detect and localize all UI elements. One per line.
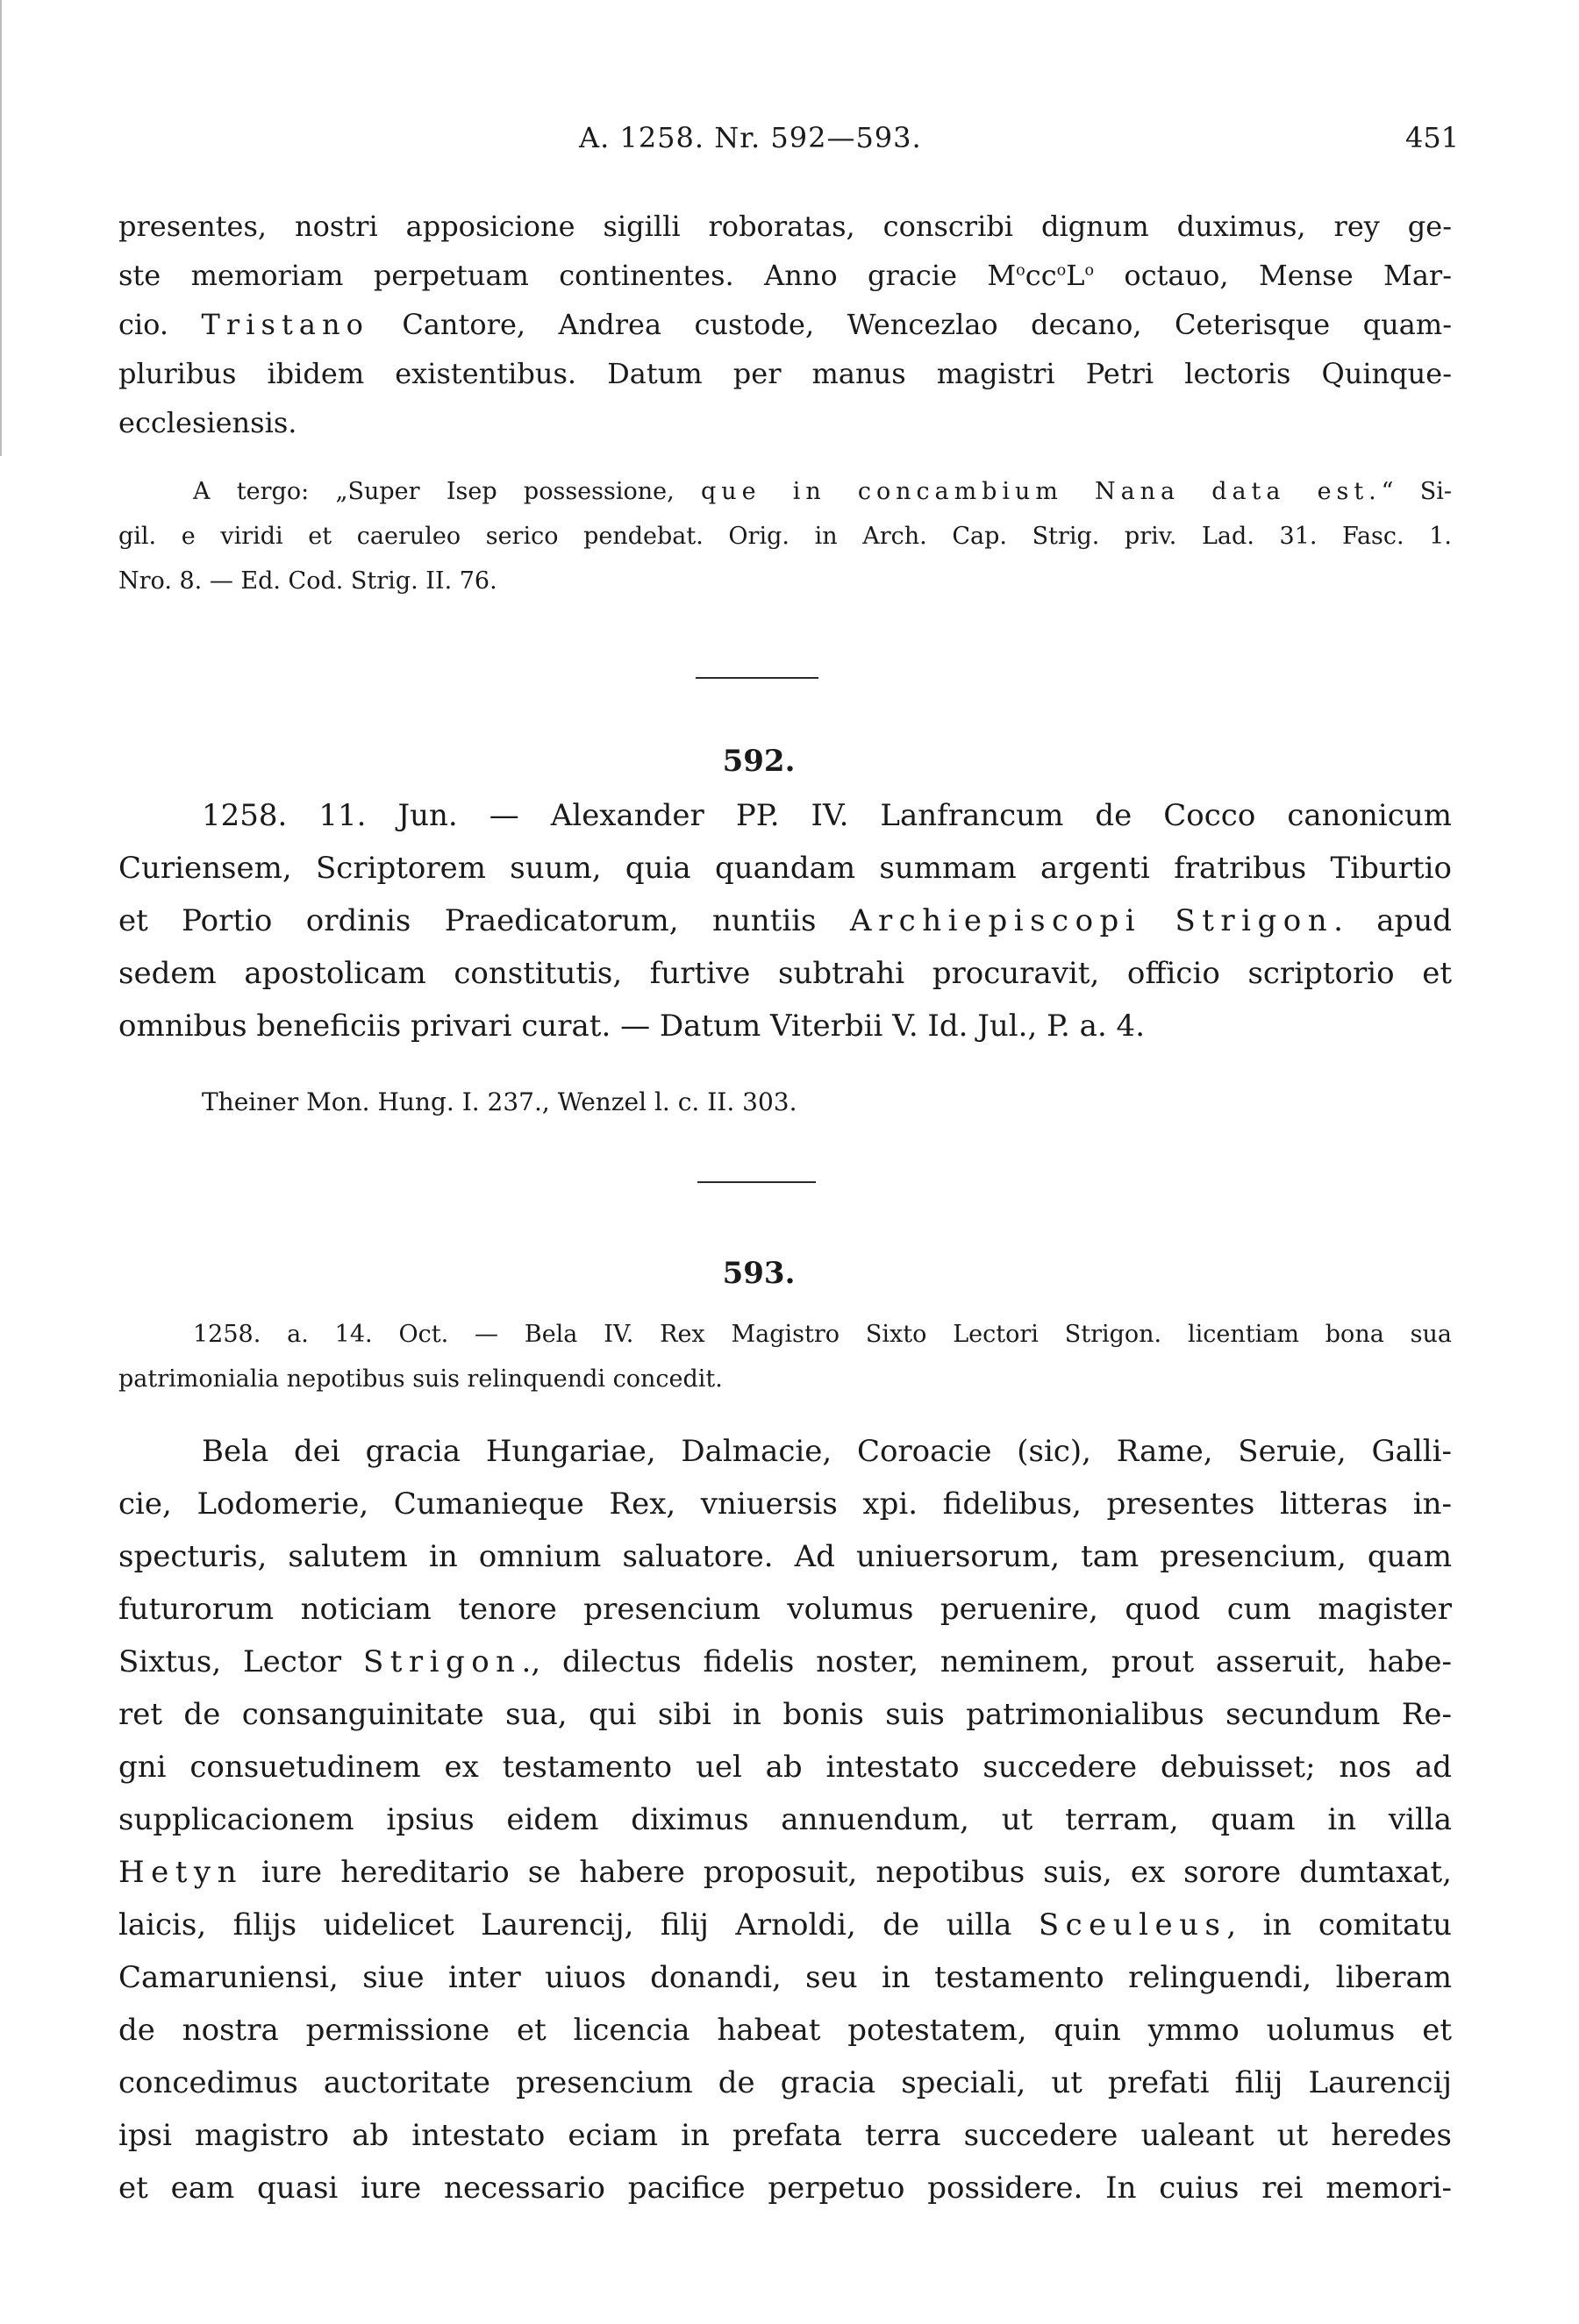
spaced-name: Archiepiscopi xyxy=(849,903,1142,938)
document-592-reference: Theiner Mon. Hung. I. 237., Wenzel l. c. II. 303. xyxy=(202,1087,797,1116)
text-line: de nostra permissione et licencia habeat potestatem, quin ymmo uolumus et xyxy=(118,2013,1452,2048)
page-number: 451 xyxy=(1405,121,1460,154)
running-header: A. 1258. Nr. 592—593. xyxy=(579,121,922,154)
text-line: et Portio ordinis Praedicatorum, nuntiis Archiepiscopi Strigon. apud xyxy=(118,903,1452,938)
text-line: Curiensem, Scriptorem suum, quia quandam summam argenti fratribus Tiburtio xyxy=(118,851,1452,886)
text-line: specturis, salutem in omnium saluatore. Ad uniuersorum, tam presencium, quam xyxy=(118,1539,1452,1574)
spaced-name: Tristano xyxy=(201,308,369,341)
text-line: ecclesiensis. xyxy=(118,406,297,439)
section-divider xyxy=(696,677,818,679)
spaced-text: que in concambium Nana data est. xyxy=(701,478,1382,505)
text-line: presentes, nostri apposicione sigilli roboratas, conscribi dignum duximus, rey ge- xyxy=(118,210,1452,243)
text-line: ste memoriam perpetuam continentes. Anno gracie $M^occ^oL^o$ octauo, Mense Mar- xyxy=(118,259,1453,292)
text-line: sedem apostolicam constitutis, furtive subtrahi procuravit, officio scriptorio et xyxy=(118,956,1452,991)
text-line: gil. e viridi et caeruleo serico pendebat. Orig. in Arch. Cap. Strig. priv. Lad. 31. Fasc. 1. xyxy=(118,523,1452,550)
text-line: ret de consanguinitate sua, qui sibi in bonis suis patrimonialibus secundum Re- xyxy=(118,1697,1452,1732)
text-line: ipsi magistro ab intestato eciam in prefata terra succedere ualeant ut heredes xyxy=(118,2118,1452,2153)
text-line: Sixtus, Lector Strigon., dilectus fidelis noster, neminem, prout asseruit, habe- xyxy=(118,1644,1452,1679)
section-divider xyxy=(697,1181,816,1183)
document-593-summary xyxy=(118,1312,1452,1401)
text-line: gni consuetudinem ex testamento uel ab intestato succedere debuisset; nos ad xyxy=(118,1750,1452,1785)
text-line: futurorum noticiam tenore presencium volumus peruenire, quod cum magister xyxy=(118,1592,1452,1627)
text-line: concedimus auctoritate presencium de gracia speciali, ut prefati filij Laurencij xyxy=(118,2065,1452,2100)
spaced-name: Hetyn xyxy=(118,1855,243,1890)
text-line: pluribus ibidem existentibus. Datum per manus magistri Petri lectoris Quinque- xyxy=(118,357,1452,390)
spaced-name: Strigon xyxy=(362,1644,522,1679)
text-line: 1258. a. 14. Oct. — Bela IV. Rex Magistro Sixto Lectori Strigon. licentiam bona sua xyxy=(193,1321,1452,1348)
text-line: Camaruniensi, siue inter uiuos donandi, seu in testamento relinguendi, liberam xyxy=(118,1960,1452,1995)
document-number-593: 593. xyxy=(722,1256,796,1291)
page-edge-line xyxy=(0,0,2,456)
text-line: cie, Lodomerie, Cumanieque Rex, vniuersis xpi. fidelibus, presentes litteras in- xyxy=(118,1486,1452,1522)
spaced-name: Strigon xyxy=(1175,903,1334,938)
text-line: Nro. 8. — Ed. Cod. Strig. II. 76. xyxy=(118,567,497,595)
text-line: patrimonialia nepotibus suis relinquendi concedit. xyxy=(118,1365,723,1393)
text-line: cio. Tristano Cantore, Andrea custode, Wencezlao decano, Ceterisque quam- xyxy=(118,308,1453,341)
text-line: A tergo: „Super Isep possessione, que in concambium Nana data est.“ Si- xyxy=(193,478,1453,505)
document-number-592: 592. xyxy=(722,744,796,779)
dorsal-note xyxy=(118,469,1452,603)
previous-charter-ending xyxy=(118,202,1452,447)
document-593-charter-text xyxy=(118,1425,1452,2214)
spaced-name: Sceuleus xyxy=(1038,1907,1227,1943)
text-line: 1258. 11. Jun. — Alexander PP. IV. Lanfrancum de Cocco canonicum xyxy=(202,798,1452,833)
text-line: supplicacionem ipsius eidem diximus annuendum, ut terram, quam in villa xyxy=(118,1802,1452,1837)
text-line: Hetyn iure hereditario se habere proposuit, nepotibus suis, ex sorore dumtaxat, xyxy=(118,1855,1452,1890)
text-line: Bela dei gracia Hungariae, Dalmacie, Coroacie (sic), Rame, Seruie, Galli- xyxy=(202,1434,1452,1469)
document-592-regest xyxy=(118,789,1452,1052)
text-line: omnibus beneficiis privari curat. — Datum Viterbii V. Id. Jul., P. a. 4. xyxy=(118,1009,1145,1044)
text-line: laicis, filijs uidelicet Laurencij, filij Arnoldi, de uilla Sceuleus, in comitatu xyxy=(118,1907,1452,1943)
text-line: et eam quasi iure necessario pacifice perpetuo possidere. In cuius rei memori- xyxy=(118,2171,1452,2206)
